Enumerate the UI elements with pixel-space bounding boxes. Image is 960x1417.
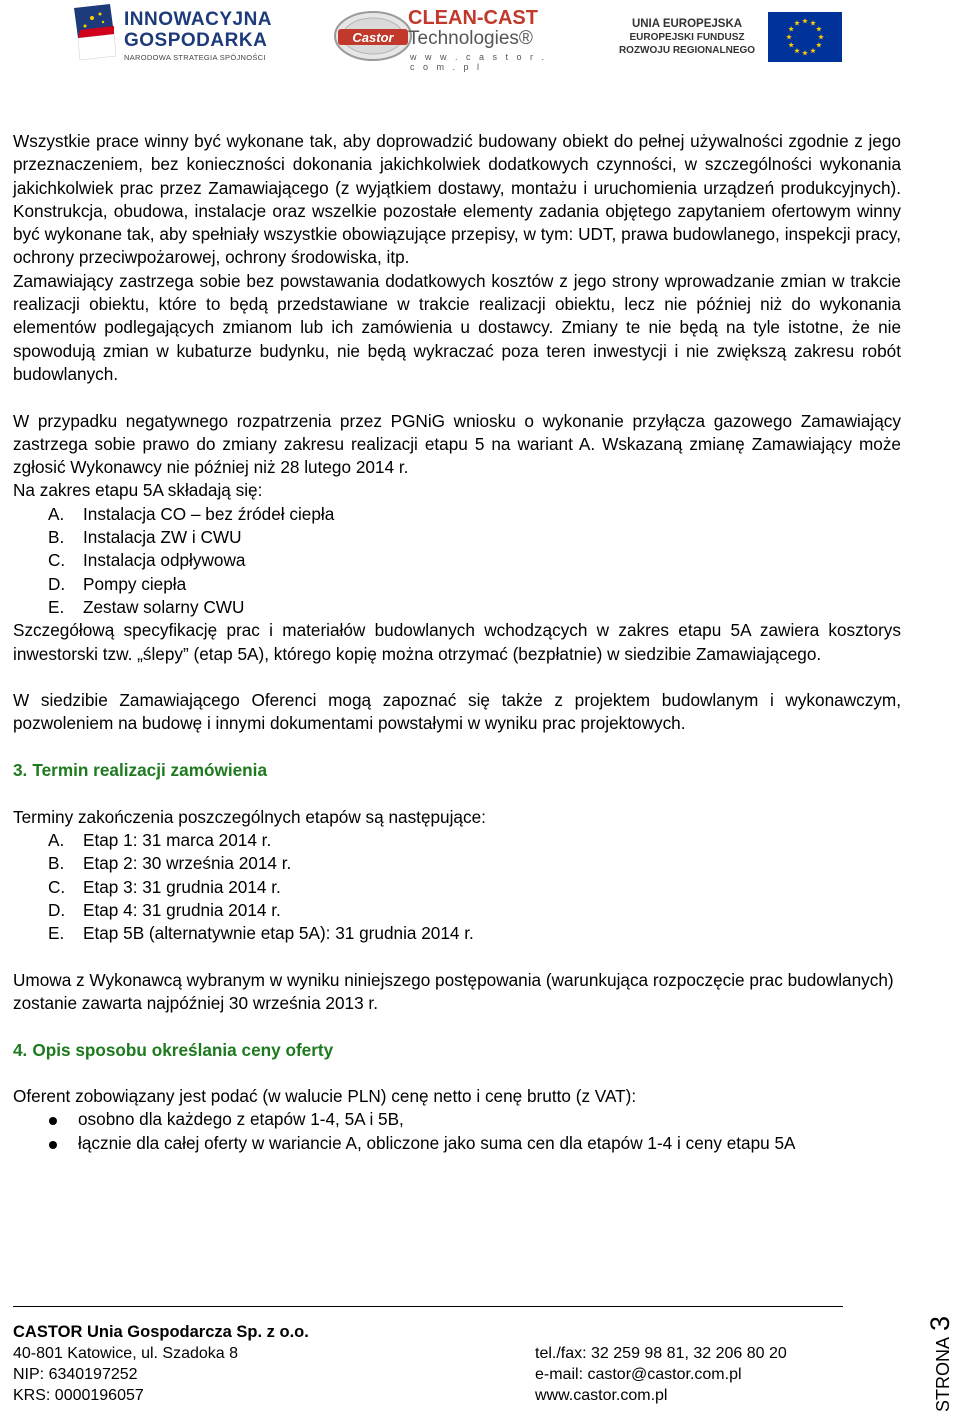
page-number (925, 1316, 956, 1412)
ig-logo-line3: NARODOWA STRATEGIA SPÓJNOŚCI (124, 53, 266, 62)
paragraph-project-docs: W siedzibie Zamawiającego Oferenci mogą zapoznać się także z projektem budowlanym i wykonawczym, pozwoleniem na budowę i innymi dokumentami powstałymi w wyniku prac projektowych. (13, 690, 901, 734)
list-item: B. Etap 2: 30 września 2014 r. (48, 853, 292, 874)
list-item: C. Instalacja odpływowa (48, 550, 246, 571)
page-label: STRONA (933, 1336, 953, 1412)
ig-flag-icon (70, 4, 118, 60)
section-3-heading: 3. Termin realizacji zamówienia (13, 760, 268, 781)
paragraph-changes: Zamawiający zastrzega sobie bez powstawania dodatkowych kosztów z jego strony wprowadzanie zmian w trakcie realizacji obiektu, które to będą przedstawiane w trakcie realizacji obiektu, lecz nie później niż do wykonania elementów podlegających zmianom lub ich zamówienia u dostawcy. Zmiany te nie będą na tyle istotne, że nie spowodują zmian w kubaturze budynku, nie będą wykraczać poza teren inwestycji i nie zwiększą zakresu robót budowlanych. (13, 270, 901, 384)
svg-text:Castor: Castor (352, 30, 394, 45)
footer-website: www.castor.com.pl (535, 1387, 668, 1404)
section-4-heading: 4. Opis sposobu określania ceny oferty (13, 1039, 334, 1060)
footer-nip: NIP: 6340197252 (13, 1366, 138, 1383)
list-item: osobno dla każdego z etapów 1-4, 5A i 5B, (13, 1108, 901, 1131)
paragraph-terms-intro: Terminy zakończenia poszczególnych etapów są następujące: (13, 806, 486, 827)
list-item: E. Zestaw solarny CWU (48, 596, 245, 617)
bullet-icon (49, 1117, 57, 1125)
ue-logo-line3: ROZWOJU REGIONALNEGO (618, 45, 756, 56)
unia-europejska-logo (612, 10, 852, 66)
ue-logo-line2: EUROPEJSKI FUNDUSZ (629, 32, 745, 43)
paragraph-gas-variant: W przypadku negatywnego rozpatrzenia przez PGNiG wniosku o wykonanie przyłącza gazowego Zamawiający zastrzega sobie prawo do zmiany zakresu realizacji etapu 5 na wariant A. Wskazaną zmianę Zamawiający może zgłosić Wykonawcy nie później niż 28 lutego 2014 r. (13, 410, 901, 478)
ig-logo-line2: GOSPODARKA (124, 30, 268, 51)
paragraph-specification: Szczegółową specyfikację prac i materiałów budowlanych wchodzących w zakres etapu 5A zawiera kosztorys inwestorski tzw. „ślepy” (etap 5A), którego kopię można otrzymać (bezpłatnie) w siedzibie Zamawiającego. (13, 620, 901, 664)
ue-logo-line1: UNIA EUROPEJSKA (631, 18, 743, 30)
clean-cast-title: CLEAN-CAST (408, 7, 538, 29)
paragraph-price-intro: Oferent zobowiązany jest podać (w walucie PLN) cenę netto i cenę brutto (z VAT): (13, 1086, 637, 1107)
list-item: C. Etap 3: 31 grudnia 2014 r. (48, 876, 281, 897)
footer-divider (13, 1306, 843, 1307)
page-number-value: 3 (925, 1315, 955, 1331)
ig-logo-line1: INNOWACYJNA (124, 9, 273, 30)
list-scope-5a (13, 503, 901, 619)
eu-flag-icon (768, 12, 842, 62)
paragraph-requirements: Wszystkie prace winny być wykonane tak, aby doprowadzić budowany obiekt do pełnej używalności zgodnie z jego przeznaczeniem, bez konieczności dokonania jakichkolwiek dodatkowych czynności, w szczególności wykonania jakichkolwiek prac przez Zamawiającego (z wyjątkiem dostawy, montażu i uruchomienia urządzeń produkcyjnych). Konstrukcja, obudowa, instalacje oraz wszelkie pozostałe elementy zadania objętego zapytaniem ofertowym winny być wykonane tak, aby spełniały wszystkie obowiązujące przepisy, w tym: UDT, prawa budowlanego, inspekcji pracy, ochrony przeciwpożarowej, ochrony środowiska, itp. (13, 131, 901, 268)
footer-phone: tel./fax: 32 259 98 81, 32 206 80 20 (535, 1345, 787, 1362)
innowacyjna-gospodarka-logo (70, 4, 280, 66)
list-item: E. Etap 5B (alternatywnie etap 5A): 31 grudnia 2014 r. (48, 923, 474, 944)
list-item: A. Instalacja CO – bez źródeł ciepła (48, 503, 335, 524)
paragraph-contract-date: Umowa z Wykonawcą wybranym w wyniku niniejszego postępowania (warunkująca rozpoczęcie prac budowlanych) zostanie zawarta najpóźniej 30 września 2013 r. (13, 969, 894, 1013)
castor-clean-cast-logo (328, 2, 548, 72)
page-header (0, 0, 960, 80)
document-body (13, 130, 901, 1155)
technologies-title: Technologies® (408, 28, 533, 49)
footer-address: 40-801 Katowice, ul. Szadoka 8 (13, 1345, 239, 1362)
footer-company: CASTOR Unia Gospodarcza Sp. z o.o. (13, 1323, 309, 1341)
bullet-icon (49, 1141, 57, 1149)
list-item: D. Pompy ciepła (48, 573, 187, 594)
castor-url: w w w . c a s t o r . c o m . p l (410, 52, 548, 72)
paragraph-scope-5a: Na zakres etapu 5A składają się: (13, 480, 263, 501)
list-item: łącznie dla całej oferty w wariancie A, obliczone jako suma cen dla etapów 1-4 i ceny etapu 5A (13, 1132, 901, 1155)
list-item: D. Etap 4: 31 grudnia 2014 r. (48, 899, 281, 920)
list-price-bullets (13, 1108, 901, 1155)
list-terms (13, 829, 901, 945)
page-footer (13, 1322, 873, 1406)
castor-badge-icon (332, 10, 414, 62)
footer-krs: KRS: 0000196057 (13, 1387, 144, 1404)
footer-email: e-mail: castor@castor.com.pl (535, 1366, 742, 1383)
list-item: B. Instalacja ZW i CWU (48, 527, 242, 548)
list-item: A. Etap 1: 31 marca 2014 r. (48, 829, 272, 850)
